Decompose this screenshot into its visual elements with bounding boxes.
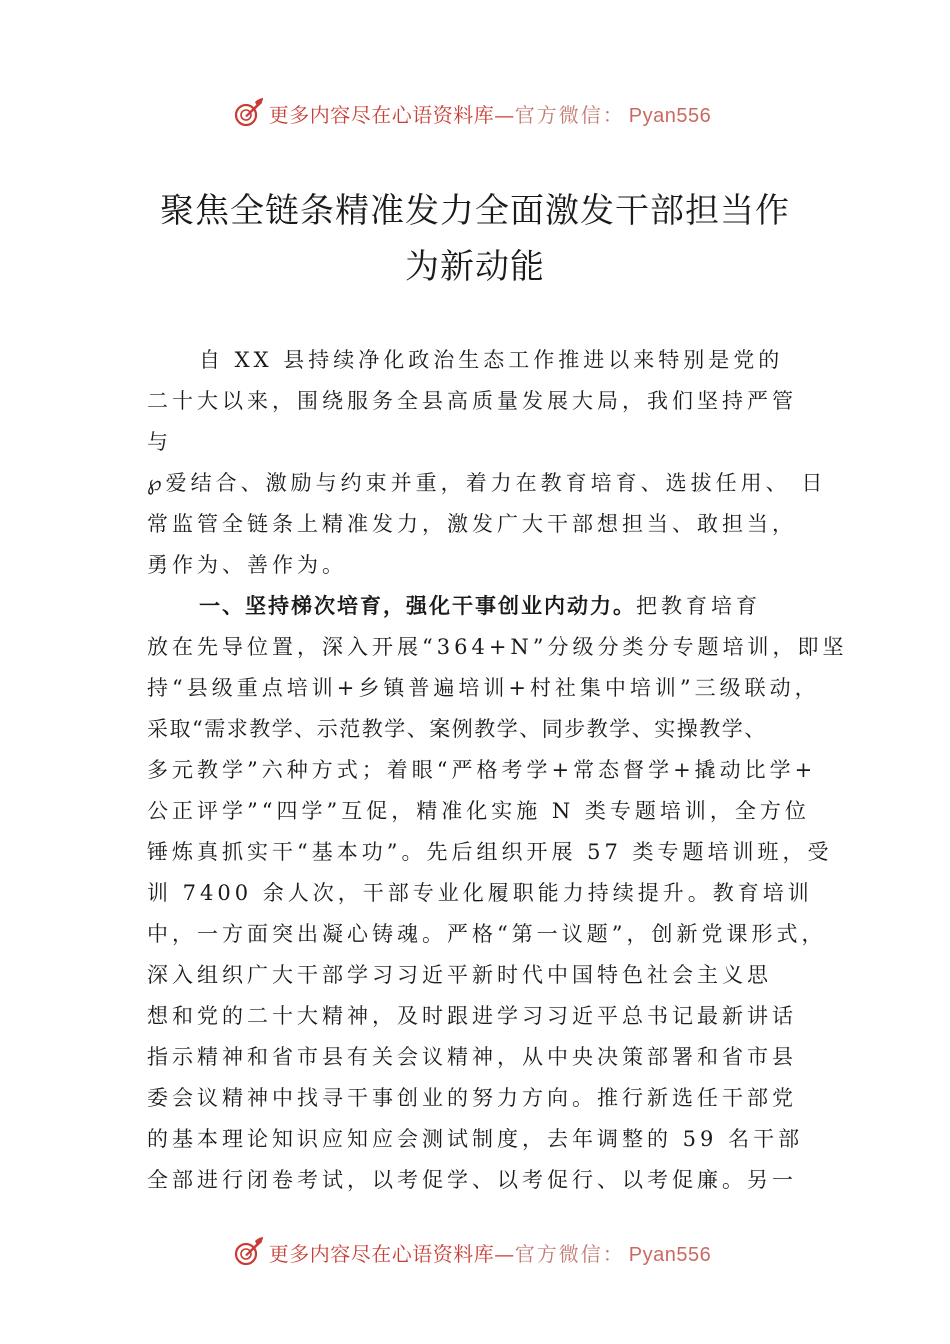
body-line: 放在先导位置，深入开展“364+N”分级分类分专题培训，即坚 [147,635,848,659]
watermark-official-label: 官方微信： [514,1241,625,1266]
section-heading: 一、坚持梯次培育，强化干事创业内动力。 [199,594,636,618]
body-line: 持“县级重点培训+乡镇普遍培训+村社集中培训”三级联动， [147,676,820,700]
body-line: 深入组织广大干部学习习近平新时代中国特色社会主义思 [147,963,772,987]
section-heading-line [147,586,812,627]
watermark-dash: — [494,1241,515,1266]
watermark-library-name: 更多内容尽在心语资料库 [268,1241,495,1266]
watermark-dash: — [494,102,515,127]
body-line: 指示精神和省市县有关会议精神，从中央决策部署和省市县 [147,1045,797,1069]
watermark-text [269,1238,711,1267]
quill-logo-icon [231,96,265,130]
header-watermark-banner [0,93,950,133]
footer-watermark-banner [0,1232,950,1272]
body-line: 全部进行闭卷考试，以考促学、以考促行、以考促廉。另一 [147,1168,797,1192]
body-line: 委会议精神中找寻干事创业的努力方向。推行新选任干部党 [147,1086,797,1110]
document-body [147,340,848,1201]
body-line: 采取“需求教学、示范教学、案例教学、同步教学、实操教学、 [147,717,767,741]
body-line-continuation: 把教育培育 [636,594,761,618]
body-line: 锤炼真抓实干“基本功”。先后组织开展 57 类专题培训班，受 [147,840,833,864]
body-line: 想和党的二十大精神，及时跟进学习习近平总书记最新讲话 [147,1004,797,1028]
body-line: 训 7400 余人次，干部专业化履职能力持续提升。教育培训 [147,881,813,905]
watermark-text [269,99,711,128]
quill-logo-icon [231,1235,265,1269]
watermark-wechat-id: Pyan556 [628,1243,712,1266]
body-line: 勇作为、善作为。 [147,553,347,577]
body-line: 二十大以来，围绕服务全县高质量发展大局，我们坚持严管 [147,389,797,413]
document-title [150,183,800,295]
watermark-wechat-id: Pyan556 [628,104,712,127]
body-line: 中，一方面突出凝心铸魂。严格“第一议题”，创新党课形式， [147,922,827,946]
watermark-library-name: 更多内容尽在心语资料库 [268,102,495,127]
body-line: 公正评学”“四学”互促，精准化实施 N 类专题培训，全方位 [147,799,810,823]
body-line: 多元教学”六种方式；着眼“严格考学+常态督学+撬动比学+ [147,758,817,782]
watermark-official-label: 官方微信： [514,102,625,127]
body-line: 的基本理论知识应知应会测试制度，去年调整的 59 名干部 [147,1127,804,1151]
body-line: 常监管全链条上精准发力，激发广大干部想担当、敢担当， [147,512,797,536]
body-line: 与 [147,430,172,454]
title-line-2: 为新动能 [405,247,545,287]
title-line-1: 聚焦全链条精准发力全面激发干部担当作 [160,191,790,231]
body-line: ℘爱结合、激励与约束并重，着力在教育培育、选拔任用、 日 [147,471,827,495]
body-line: 自 XX 县持续净化政治生态工作推进以来特别是党的 [199,348,784,372]
